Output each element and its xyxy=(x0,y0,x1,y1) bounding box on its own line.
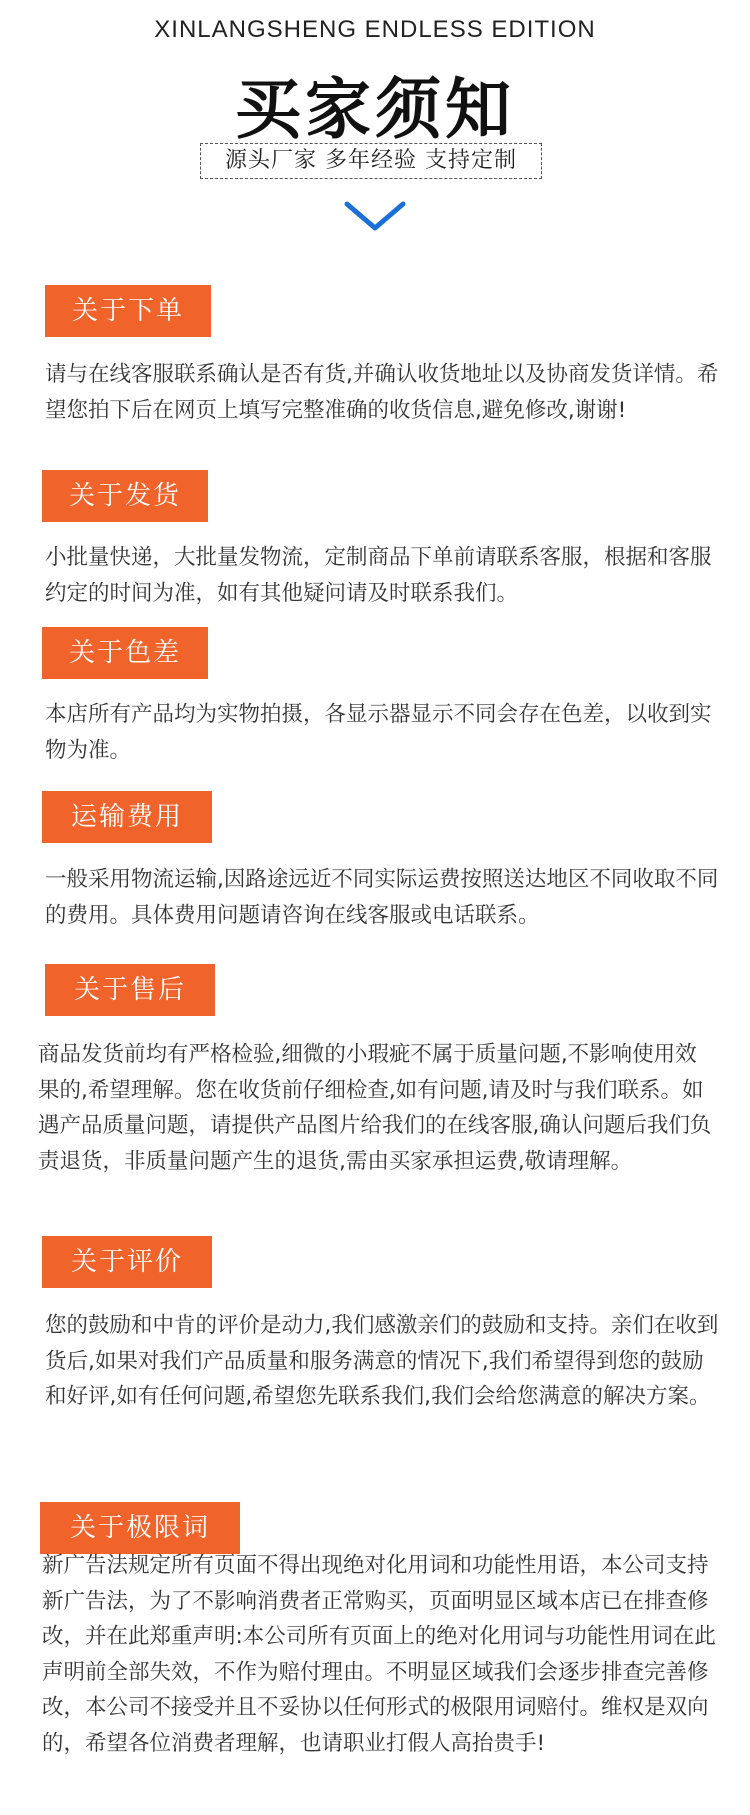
section-body-reviews: 您的鼓励和中肯的评价是动力,我们感激亲们的鼓励和支持。亲们在收到货后,如果对我们产品质量和服务满意的情况下,我们希望得到您的鼓励和好评,如有任何问题,希望您先联系我们,我们会给您满意的解决方案。 xyxy=(45,1313,719,1409)
header-subtitle: XINLANGSHENG ENDLESS EDITION xyxy=(154,16,596,43)
section-body-shipping: 小批量快递，大批量发物流，定制商品下单前请联系客服，根据和客服约定的时间为准，如有其他疑问请及时联系我们。 xyxy=(45,545,712,606)
section-label-reviews: 关于评价 xyxy=(42,1236,212,1288)
page-title: 买家须知 xyxy=(235,71,515,148)
section-label-after-sales: 关于售后 xyxy=(45,964,215,1016)
section-label-extreme-words: 关于极限词 xyxy=(40,1502,240,1554)
section-label-ordering: 关于下单 xyxy=(45,285,211,337)
section-body-color-difference: 本店所有产品均为实物拍摄，各显示器显示不同会存在色差，以收到实物为准。 xyxy=(45,702,712,763)
section-label-shipping: 关于发货 xyxy=(42,470,208,522)
section-body-ordering: 请与在线客服联系确认是否有货,并确认收货地址以及协商发货详情。希望您拍下后在网页上填写完整准确的收货信息,避免修改,谢谢! xyxy=(45,362,719,423)
section-label-shipping-cost: 运输费用 xyxy=(42,791,212,843)
section-body-shipping-cost: 一般采用物流运输,因路途远近不同实际运费按照送达地区不同收取不同的费用。具体费用问题请咨询在线客服或电话联系。 xyxy=(45,867,719,928)
section-body-after-sales: 商品发货前均有严格检验,细微的小瑕疵不属于质量问题,不影响使用效果的,希望理解。您在收货前仔细检查,如有问题,请及时与我们联系。如遇产品质量问题，请提供产品图片给我们的在线客服,确认问题后我们负责退货，非质量问题产生的退货,需由买家承担运费,敬请理解。 xyxy=(38,1042,712,1174)
chevron-down-icon xyxy=(343,200,407,234)
section-body-extreme-words: 新广告法规定所有页面不得出现绝对化用词和功能性用语，本公司支持新广告法，为了不影响消费者正常购买，页面明显区域本店已在排查修改，并在此郑重声明:本公司所有页面上的绝对化用词与功能性用词在此声明前全部失效，不作为赔付理由。不明显区域我们会逐步排查完善修改，本公司不接受并且不妥协以任何形式的极限用词赔付。维权是双向的，希望各位消费者理解，也请职业打假人高抬贵手! xyxy=(42,1553,716,1756)
tagline-box: 源头厂家 多年经验 支持定制 xyxy=(200,143,542,179)
section-label-color-difference: 关于色差 xyxy=(42,627,208,679)
